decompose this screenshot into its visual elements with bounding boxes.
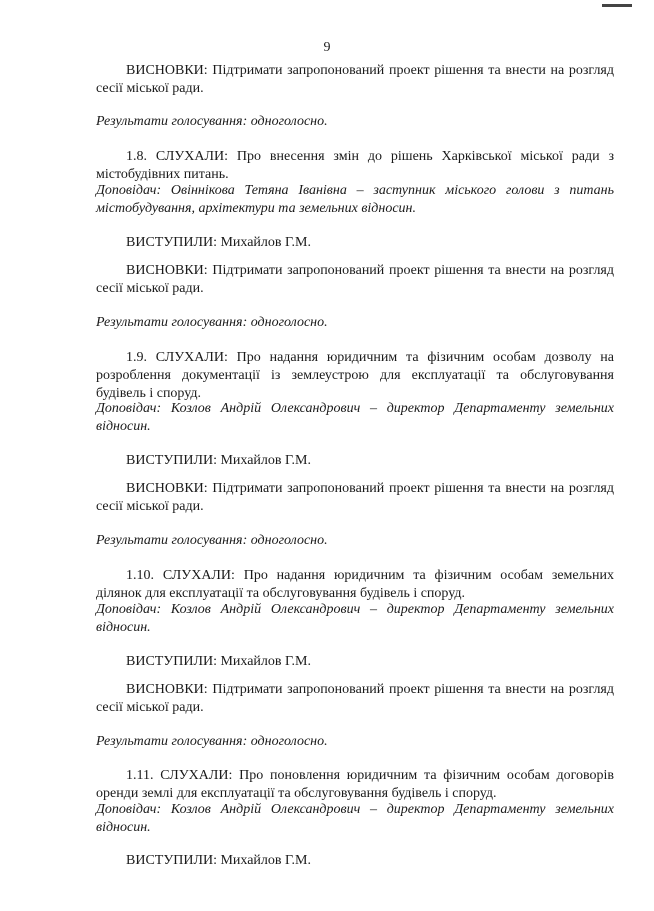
scan-artifact-mark [602,4,632,7]
heard-paragraph: 1.9. СЛУХАЛИ: Про надання юридичним та фізичним особам дозволу на розроблення документації із землеустрою для експлуатації та обслуговування будівель і споруд. [96,350,614,401]
spoke-paragraph: ВИСТУПИЛИ: Михайлов Г.М. [126,453,311,468]
voting-result: Результати голосування: одноголосно. [96,315,328,330]
voting-result: Результати голосування: одноголосно. [96,734,328,749]
speaker-paragraph: Доповідач: Козлов Андрій Олександрович – директор Департаменту земельних відносин. [96,802,614,835]
speaker-paragraph: Доповідач: Козлов Андрій Олександрович – директор Департаменту земельних відносин. [96,602,614,635]
conclusions-paragraph: ВИСНОВКИ: Підтримати запропонований проект рішення та внести на розгляд сесії міської ради. [96,682,614,715]
heard-paragraph: 1.10. СЛУХАЛИ: Про надання юридичним та фізичним особам земельних ділянок для експлуатації та обслуговування будівель і споруд. [96,568,614,601]
spoke-paragraph: ВИСТУПИЛИ: Михайлов Г.М. [126,654,311,669]
speaker-paragraph: Доповідач: Козлов Андрій Олександрович – директор Департаменту земельних відносин. [96,401,614,434]
voting-result: Результати голосування: одноголосно. [96,533,328,548]
spoke-paragraph: ВИСТУПИЛИ: Михайлов Г.М. [126,235,311,250]
speaker-paragraph: Доповідач: Овіннікова Тетяна Іванівна – заступник міського голови з питань містобудування, архітектури та земельних відносин. [96,183,614,216]
conclusions-paragraph: ВИСНОВКИ: Підтримати запропонований проект рішення та внести на розгляд сесії міської ради. [96,63,614,96]
page-number: 9 [323,40,331,55]
conclusions-paragraph: ВИСНОВКИ: Підтримати запропонований проект рішення та внести на розгляд сесії міської ради. [96,263,614,296]
voting-result: Результати голосування: одноголосно. [96,114,328,129]
spoke-paragraph: ВИСТУПИЛИ: Михайлов Г.М. [126,853,311,868]
heard-paragraph: 1.11. СЛУХАЛИ: Про поновлення юридичним та фізичним особам договорів оренди землі для експлуатації та обслуговування будівель і споруд. [96,768,614,801]
heard-paragraph: 1.8. СЛУХАЛИ: Про внесення змін до рішень Харківської міської ради з містобудівних питань. [96,149,614,182]
conclusions-paragraph: ВИСНОВКИ: Підтримати запропонований проект рішення та внести на розгляд сесії міської ради. [96,481,614,514]
